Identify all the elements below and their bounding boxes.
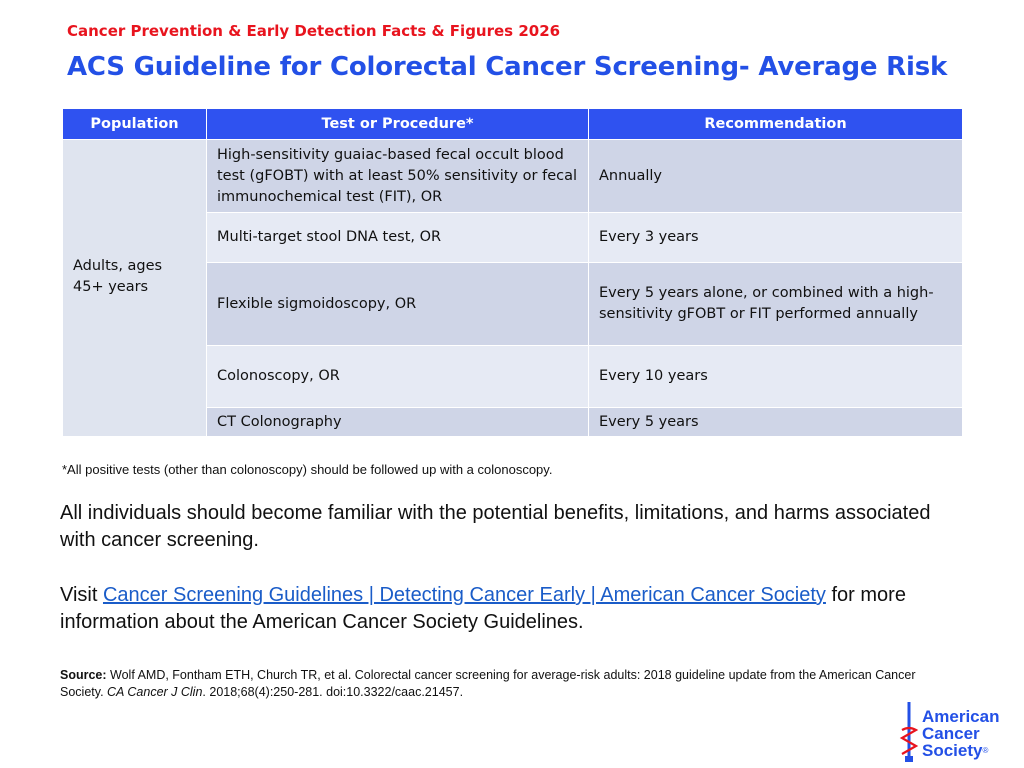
logo-line-3-text: Society (922, 741, 983, 760)
guideline-table (62, 108, 963, 437)
logo-line-3 (922, 742, 999, 759)
logo-wordmark (922, 708, 999, 759)
intro-paragraph: All individuals should become familiar with the potential benefits, limitations, and harms associated with cancer screening. (60, 502, 931, 551)
source-citation (60, 667, 960, 701)
column-header-recommendation: Recommendation (589, 109, 963, 140)
source-text-end: . 2018;68(4):250-281. doi:10.3322/caac.21457. (202, 685, 464, 699)
page-title: ACS Guideline for Colorectal Cancer Screening- Average Risk (67, 52, 948, 82)
visit-suffix: for more information about the American Cancer Society Guidelines. (60, 584, 906, 633)
table-header-row (63, 109, 963, 140)
table-row (63, 140, 963, 213)
source-journal: CA Cancer J Clin (107, 685, 203, 699)
test-cell: Multi-target stool DNA test, OR (207, 213, 589, 263)
supertitle: Cancer Prevention & Early Detection Facts & Figures 2026 (67, 22, 561, 40)
recommendation-cell: Every 3 years (589, 213, 963, 263)
logo-line-2: Cancer (922, 724, 980, 743)
table-footnote: *All positive tests (other than colonoscopy) should be followed up with a colonoscopy. (62, 462, 553, 477)
population-cell: Adults, ages 45+ years (63, 140, 207, 437)
test-cell: Colonoscopy, OR (207, 346, 589, 408)
recommendation-cell: Annually (589, 140, 963, 213)
column-header-test: Test or Procedure* (207, 109, 589, 140)
guidelines-link[interactable]: Cancer Screening Guidelines | Detecting Cancer Early | American Cancer Society (102, 584, 826, 606)
trademark-symbol: ® (982, 746, 989, 755)
visit-paragraph (60, 582, 940, 636)
test-cell: High-sensitivity guaiac-based fecal occult blood test (gFOBT) with at least 50% sensitivity or fecal immunochemical test (FIT), OR (207, 140, 589, 213)
source-label: Source: (60, 668, 107, 682)
column-header-population: Population (63, 109, 207, 140)
recommendation-cell: Every 10 years (589, 346, 963, 408)
sword-icon (898, 700, 920, 764)
logo-line-1: American (922, 707, 1000, 726)
test-cell: Flexible sigmoidoscopy, OR (207, 263, 589, 346)
source-text: Wolf AMD, Fontham ETH, Church TR, et al. Colorectal cancer screening for average-risk adults: 2018 guideline update from the American Cancer Society. (60, 668, 916, 699)
acs-logo (898, 700, 1018, 764)
recommendation-cell: Every 5 years alone, or combined with a high-sensitivity gFOBT or FIT performed annually (589, 263, 963, 346)
test-cell: CT Colonography (207, 408, 589, 437)
visit-prefix: Visit (60, 584, 103, 606)
recommendation-cell: Every 5 years (589, 408, 963, 437)
